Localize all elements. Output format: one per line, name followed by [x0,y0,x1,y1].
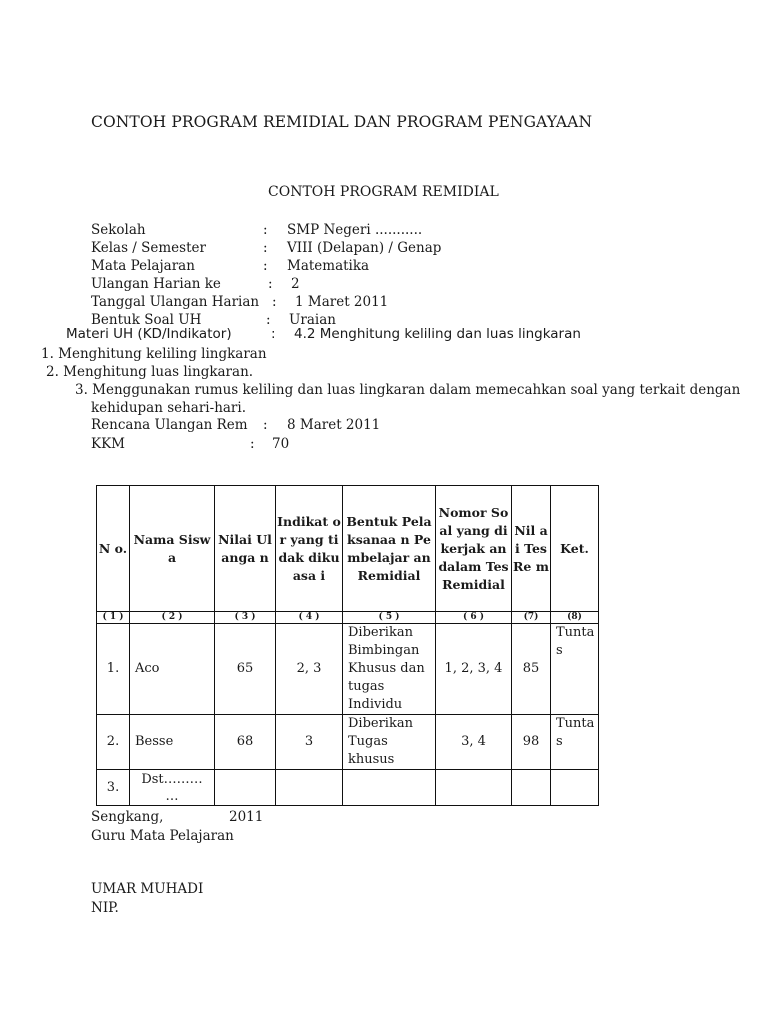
cell-ket: Tunta s [551,715,599,770]
header-indikator: Indikat or yang tidak dikuasa i [276,486,343,612]
ulangan-label: Ulangan Harian ke [91,276,221,292]
cell-indikator: 2, 3 [276,624,343,715]
cell-nilai-tes [512,770,551,806]
table-row [97,624,599,715]
kelas-sep: : [263,240,268,256]
cell-bentuk: Diberikan Tugas khusus [343,715,436,770]
footer-role: Guru Mata Pelajaran [91,828,234,844]
cell-nilai-tes: 85 [512,624,551,715]
footer-year: 2011 [229,809,264,825]
indikator-item-3: 3. Menggunakan rumus keliling dan luas lingkaran dalam memecahkan soal yang terkait dengan [75,382,741,398]
bentuk-value: Uraian [289,312,336,328]
mapel-sep: : [263,258,268,274]
col-number: ( 3 ) [215,612,276,624]
cell-nilai [215,770,276,806]
indikator-item-3-cont: kehidupan sehari-hari. [91,400,246,416]
header-nilai-tes: Nil ai Tes Re m [512,486,551,612]
section-subtitle: CONTOH PROGRAM REMIDIAL [268,184,499,200]
col-number: (8) [551,612,599,624]
document-title: CONTOH PROGRAM REMIDIAL DAN PROGRAM PENGAYAAN [91,113,593,131]
rencana-label: Rencana Ulangan Rem [91,417,248,433]
kelas-label: Kelas / Semester [91,240,206,256]
col-number: ( 4 ) [276,612,343,624]
tanggal-value: 1 Maret 2011 [295,294,389,310]
bentuk-sep: : [266,312,271,328]
cell-ket: Tunta s [551,624,599,715]
mapel-label: Mata Pelajaran [91,258,195,274]
cell-nomor-soal [436,770,512,806]
header-no: N o. [97,486,130,612]
table-header-row [97,486,599,612]
kelas-value: VIII (Delapan) / Genap [287,240,442,256]
table-number-row [97,612,599,624]
sekolah-value: SMP Negeri ........... [287,222,423,238]
kkm-label: KKM [91,436,125,452]
col-number: (7) [512,612,551,624]
materi-label: Materi UH (KD/Indikator) [66,326,232,342]
cell-nama: Dst……… … [130,770,215,806]
col-number: ( 5 ) [343,612,436,624]
sekolah-sep: : [263,222,268,238]
cell-no: 2. [97,715,130,770]
kkm-sep: : [250,436,255,452]
materi-value: 4.2 Menghitung keliling dan luas lingkaran [294,326,581,342]
tanggal-label: Tanggal Ulangan Harian [91,294,260,310]
cell-nomor-soal: 3, 4 [436,715,512,770]
remedial-table [96,485,599,806]
kkm-value: 70 [272,436,290,452]
footer-place: Sengkang, [91,809,164,825]
cell-bentuk: Diberikan Bimbingan Khusus dan tugas Individu [343,624,436,715]
indikator-item-2: 2. Menghitung luas lingkaran. [46,364,254,380]
mapel-value: Matematika [287,258,370,274]
cell-no: 3. [97,770,130,806]
rencana-sep: : [263,417,268,433]
indikator-item-1: 1. Menghitung keliling lingkaran [41,346,267,362]
cell-bentuk [343,770,436,806]
bentuk-label: Bentuk Soal UH [91,312,202,328]
col-number: ( 1 ) [97,612,130,624]
table-row [97,715,599,770]
header-nomor-soal: Nomor Soal yang dikerjak an dalam Tes Remidial [436,486,512,612]
cell-nama: Aco [130,624,215,715]
cell-indikator: 3 [276,715,343,770]
cell-nomor-soal: 1, 2, 3, 4 [436,624,512,715]
ulangan-value: 2 [291,276,300,292]
cell-ket [551,770,599,806]
ulangan-sep: : [268,276,273,292]
cell-indikator [276,770,343,806]
signer-name: UMAR MUHADI [91,881,204,897]
cell-nilai: 65 [215,624,276,715]
signer-nip: NIP. [91,900,119,916]
cell-nama: Besse [130,715,215,770]
cell-nilai: 68 [215,715,276,770]
materi-sep: : [271,326,276,342]
header-bentuk: Bentuk Pelaksanaa n Pembelajar an Remidial [343,486,436,612]
header-nama: Nama Siswa [130,486,215,612]
cell-no: 1. [97,624,130,715]
rencana-value: 8 Maret 2011 [287,417,381,433]
cell-nilai-tes: 98 [512,715,551,770]
sekolah-label: Sekolah [91,222,146,238]
header-nilai: Nilai Ulanga n [215,486,276,612]
col-number: ( 6 ) [436,612,512,624]
tanggal-sep: : [272,294,277,310]
table-row [97,770,599,806]
header-ket: Ket. [551,486,599,612]
col-number: ( 2 ) [130,612,215,624]
